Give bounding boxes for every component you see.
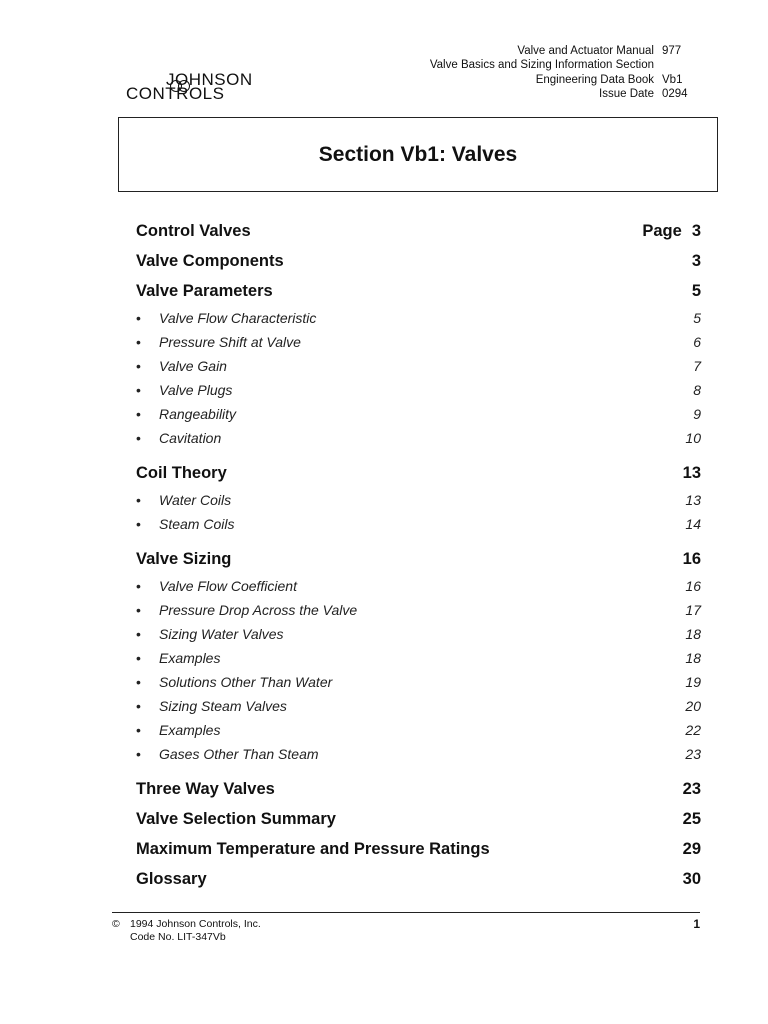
toc-subentry-title: Rangeability: [159, 406, 237, 422]
toc-subentry-left: [136, 578, 297, 594]
toc-subentry-left: [136, 626, 284, 642]
bullet-icon: •: [136, 358, 141, 374]
toc-subentry: [136, 402, 701, 426]
toc-subentry-left: [136, 516, 234, 532]
header-label: Issue Date: [599, 87, 654, 100]
bullet-icon: •: [136, 578, 141, 594]
toc-section-title: Valve Parameters: [136, 281, 273, 300]
toc-section-page: 16: [682, 549, 701, 568]
toc-section-page: 3: [691, 251, 701, 270]
toc-subentry-left: [136, 674, 332, 690]
toc-subentry-title: Water Coils: [159, 492, 232, 508]
page-number: 1: [693, 917, 700, 931]
toc-subentry-title: Pressure Shift at Valve: [159, 334, 301, 350]
toc-section-entry: [136, 246, 701, 276]
toc-subentry-title: Cavitation: [159, 430, 222, 446]
section-title-box: [118, 117, 718, 192]
toc-subentry-left: [136, 602, 357, 618]
toc-subentry-page: 22: [685, 722, 701, 738]
toc-subentry: [136, 742, 701, 766]
toc-section-page-cell: [683, 840, 701, 859]
toc-section-title: Three Way Valves: [136, 779, 275, 798]
toc-section-title: Valve Components: [136, 251, 284, 270]
bullet-icon: •: [136, 492, 141, 508]
toc-section-page-cell: [692, 282, 701, 301]
header-value: Vb1: [662, 73, 683, 86]
toc-subentry-page: 20: [685, 698, 701, 714]
footer-rule: [112, 912, 700, 913]
toc-section-entry: [136, 774, 701, 804]
toc-section-entry: [136, 544, 701, 574]
bullet-icon: •: [136, 698, 141, 714]
toc-subentry-page: 23: [685, 746, 701, 762]
bullet-icon: •: [136, 746, 141, 762]
copyright-symbol: ©: [112, 918, 120, 930]
toc-subentry-page: 5: [693, 310, 701, 326]
toc-subentry-title: Pressure Drop Across the Valve: [159, 602, 358, 618]
toc-subentry-left: [136, 492, 231, 508]
toc-subentry-page: 7: [693, 358, 701, 374]
toc-subentry: [136, 306, 701, 330]
toc-subentry-page: 8: [693, 382, 701, 398]
johnson-controls-logo: [126, 70, 256, 104]
toc-subentry-left: [136, 650, 220, 666]
toc-section-page: 3: [691, 221, 701, 240]
toc-section-entry: [136, 834, 701, 864]
toc-section-title: Valve Selection Summary: [136, 809, 336, 828]
toc-section-entry: [136, 276, 701, 306]
toc-section-page: 5: [691, 281, 701, 300]
header-row: [430, 58, 692, 72]
header-value: 977: [662, 45, 682, 57]
toc-section-page: 25: [682, 809, 701, 828]
toc-subentry: [136, 694, 701, 718]
toc-subentry-page: 6: [693, 334, 701, 350]
toc-subentry-left: [136, 698, 287, 714]
header-label: Valve and Actuator Manual: [517, 45, 654, 57]
toc-subentry-page: 18: [685, 626, 701, 642]
toc-section-page-cell: [692, 252, 701, 271]
toc-subentry-title: Gases Other Than Steam: [159, 746, 319, 762]
toc-section-title: Coil Theory: [136, 463, 227, 482]
header-value: 0294: [662, 87, 688, 100]
toc-subentry-page: 10: [685, 430, 701, 446]
toc-section-entry: [136, 864, 701, 894]
toc-subentry: [136, 598, 701, 622]
header-value: [654, 58, 692, 72]
toc-section-page-cell: [683, 870, 701, 889]
toc-subentry-page: 17: [685, 602, 701, 618]
bullet-icon: •: [136, 310, 141, 326]
toc-subentry: [136, 488, 701, 512]
toc-subentry-title: Examples: [159, 650, 221, 666]
toc-subentry: [136, 574, 701, 598]
toc-section-entry: [136, 804, 701, 834]
document-header: [430, 44, 692, 101]
header-row: [430, 87, 692, 101]
toc-subentry-title: Steam Coils: [159, 516, 235, 532]
toc-section-entry: [136, 216, 701, 246]
copyright-line: [112, 918, 261, 931]
toc-subentry-page: 13: [685, 492, 701, 508]
toc-subentry-page: 19: [685, 674, 701, 690]
toc-section-title: Control Valves: [136, 221, 251, 240]
toc-subentry-left: [136, 334, 301, 350]
toc-subentry: [136, 718, 701, 742]
bullet-icon: •: [136, 406, 141, 422]
toc-subentry-title: Solutions Other Than Water: [159, 674, 333, 690]
bullet-icon: •: [136, 722, 141, 738]
toc-section-page-cell: [683, 464, 701, 483]
toc-section-page: 13: [682, 463, 701, 482]
table-of-contents: [136, 216, 701, 894]
toc-section-title: Valve Sizing: [136, 549, 232, 568]
toc-page-heading: Page: [642, 221, 682, 240]
toc-subentry-title: Sizing Water Valves: [159, 626, 284, 642]
toc-subentry-title: Sizing Steam Valves: [159, 698, 287, 714]
bullet-icon: •: [136, 430, 141, 446]
toc-subentry-title: Valve Gain: [159, 358, 227, 374]
toc-section-page-cell: [683, 550, 701, 569]
toc-subentry-left: [136, 722, 220, 738]
bullet-icon: •: [136, 334, 141, 350]
bullet-icon: •: [136, 626, 141, 642]
toc-subentry: [136, 354, 701, 378]
toc-section-title: Glossary: [136, 869, 207, 888]
toc-section-page-cell: [683, 810, 701, 829]
code-number: Code No. LIT-347Vb: [130, 931, 226, 943]
header-label: Valve Basics and Sizing Information Section: [429, 59, 654, 72]
header-label: Engineering Data Book: [535, 73, 654, 86]
toc-section-title: Maximum Temperature and Pressure Ratings: [136, 839, 490, 858]
toc-subentry-left: [136, 430, 221, 446]
bullet-icon: •: [136, 650, 141, 666]
toc-subentry-left: [136, 746, 319, 762]
toc-subentry-title: Valve Plugs: [159, 382, 233, 398]
section-title: Section Vb1: Valves: [318, 142, 518, 166]
toc-section-page: 23: [682, 779, 701, 798]
toc-section-page: 29: [682, 839, 701, 858]
toc-subentry-left: [136, 382, 232, 398]
toc-subentry-left: [136, 406, 236, 422]
toc-subentry-left: [136, 358, 227, 374]
toc-subentry-page: 14: [685, 516, 701, 532]
toc-subentry-page: 9: [693, 406, 701, 422]
toc-subentry-page: 18: [685, 650, 701, 666]
toc-subentry: [136, 512, 701, 536]
toc-subentry-title: Valve Flow Characteristic: [159, 310, 317, 326]
toc-subentry: [136, 670, 701, 694]
toc-subentry: [136, 330, 701, 354]
toc-section-page-cell: [642, 222, 701, 241]
header-row: [430, 73, 692, 87]
logo-line-2: CONTROLS: [126, 84, 225, 103]
toc-subentry: [136, 622, 701, 646]
toc-section-page-cell: [683, 780, 701, 799]
toc-subentry-page: 16: [685, 578, 701, 594]
bullet-icon: •: [136, 516, 141, 532]
toc-section-entry: [136, 458, 701, 488]
header-row: [430, 44, 692, 58]
toc-subentry-title: Valve Flow Coefficient: [159, 578, 297, 594]
toc-section-page: 30: [682, 869, 701, 888]
bullet-icon: •: [136, 602, 141, 618]
bullet-icon: •: [136, 382, 141, 398]
footer-left: [112, 918, 261, 944]
bullet-icon: •: [136, 674, 141, 690]
toc-subentry: [136, 378, 701, 402]
logo-line-1: JOHNSON: [166, 70, 253, 89]
toc-subentry: [136, 646, 701, 670]
copyright-text: 1994 Johnson Controls, Inc.: [130, 918, 261, 930]
toc-subentry-title: Examples: [159, 722, 221, 738]
toc-subentry-left: [136, 310, 316, 326]
toc-subentry: [136, 426, 701, 450]
